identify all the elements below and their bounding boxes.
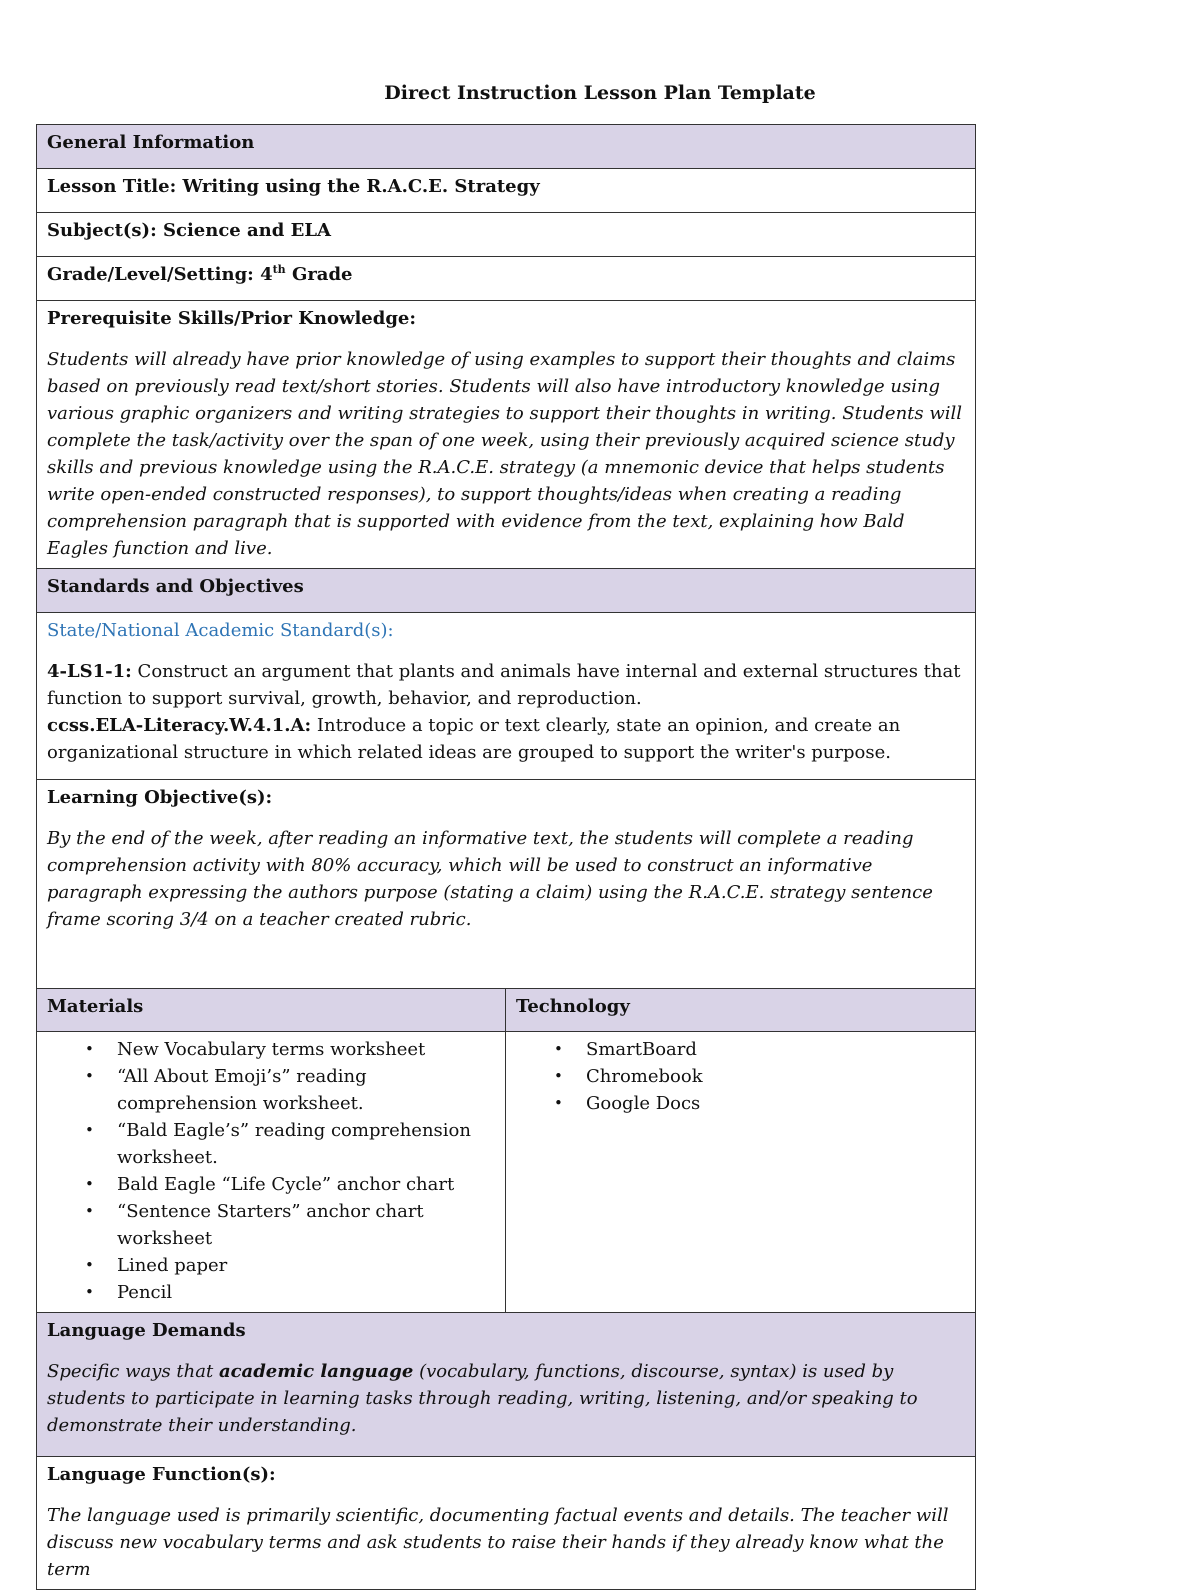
list-item: • Pencil bbox=[117, 1279, 495, 1306]
technology-list bbox=[516, 1036, 965, 1117]
demands-text-pre: Specific ways that bbox=[47, 1361, 219, 1382]
prerequisite-label: Prerequisite Skills/Prior Knowledge: bbox=[47, 308, 417, 329]
technology-list-cell bbox=[506, 1032, 976, 1313]
list-item: • “Bald Eagle’s” reading comprehension worksheet. bbox=[117, 1117, 495, 1171]
academic-language-term: academic language bbox=[218, 1361, 414, 1382]
list-item: • “All About Emoji’s” reading comprehension worksheet. bbox=[117, 1063, 495, 1117]
prerequisite-section bbox=[37, 301, 976, 569]
learning-objective-label: Learning Objective(s): bbox=[47, 787, 273, 808]
prerequisite-text: Students will already have prior knowledge of using examples to support their thoughts and claims based on previously read text/short stories. Students will also have introductory knowledge using various graphic organizers and writing strategies to support their thoughts in writing. Students will complete the task/activity over the span of one week, using their previously acquired science study skills and previous knowledge using the R.A.C.E. strategy (a mnemonic device that helps students write open-ended constructed responses), to support thoughts/ideas when creating a reading comprehension paragraph that is supported with evidence from the text, explaining how Bald Eagles function and live. bbox=[47, 349, 963, 559]
standard-1-text: Construct an argument that plants and animals have internal and external structures that function to support survival, growth, behavior, and reproduction. bbox=[47, 661, 961, 709]
grade-superscript: th bbox=[272, 263, 286, 276]
general-information-header: General Information bbox=[37, 125, 976, 169]
list-item: • Chromebook bbox=[586, 1063, 965, 1090]
materials-header: Materials bbox=[37, 989, 506, 1032]
language-function-section bbox=[37, 1457, 976, 1590]
lesson-title: Lesson Title: Writing using the R.A.C.E. Strategy bbox=[37, 169, 976, 213]
language-demands-text bbox=[47, 1358, 965, 1439]
language-demands-header: Language Demands bbox=[47, 1320, 246, 1341]
list-item: • “Sentence Starters” anchor chart worksheet bbox=[117, 1198, 495, 1252]
technology-header: Technology bbox=[506, 989, 976, 1032]
list-item: • Bald Eagle “Life Cycle” anchor chart bbox=[117, 1171, 495, 1198]
language-demands-section bbox=[37, 1313, 976, 1457]
standard-2 bbox=[47, 712, 965, 766]
list-item: • SmartBoard bbox=[586, 1036, 965, 1063]
materials-list-cell bbox=[37, 1032, 506, 1313]
standards-objectives-header: Standards and Objectives bbox=[37, 569, 976, 613]
standard-2-code: ccss.ELA-Literacy.W.4.1.A: bbox=[47, 715, 312, 736]
language-function-label: Language Function(s): bbox=[47, 1464, 276, 1485]
standard-2-text: Introduce a topic or text clearly, state an opinion, and create an organizational structure in which related ideas are grouped to support the writer's purpose. bbox=[47, 715, 901, 763]
standard-1 bbox=[47, 658, 965, 712]
lesson-plan-table bbox=[36, 124, 976, 1590]
materials-list bbox=[47, 1036, 495, 1306]
learning-objective-section bbox=[37, 780, 976, 989]
standard-1-code: 4-LS1-1: bbox=[47, 661, 132, 682]
demands-text-post: (vocabulary, functions, discourse, syntax) is used by students to participate in learning tasks through reading, writing, listening, and/or speaking to demonstrate their understanding. bbox=[47, 1361, 918, 1436]
standards-section bbox=[37, 613, 976, 780]
list-item: • New Vocabulary terms worksheet bbox=[117, 1036, 495, 1063]
learning-objective-text: By the end of the week, after reading an informative text, the students will complete a reading comprehension activity with 80% accuracy, which will be used to construct an informative paragraph expressing the authors purpose (stating a claim) using the R.A.C.E. strategy sentence frame scoring 3/4 on a teacher created rubric. bbox=[47, 828, 933, 930]
list-item: • Google Docs bbox=[586, 1090, 965, 1117]
grade-level-setting bbox=[37, 257, 976, 301]
page-title: Direct Instruction Lesson Plan Template bbox=[384, 82, 816, 104]
list-item: • Lined paper bbox=[117, 1252, 495, 1279]
grade-prefix: Grade/Level/Setting: 4 bbox=[47, 264, 273, 285]
subjects: Subject(s): Science and ELA bbox=[37, 213, 976, 257]
language-function-text: The language used is primarily scientific, documenting factual events and details. The teacher will discuss new vocabulary terms and ask students to raise their hands if they already know what the term bbox=[47, 1505, 949, 1580]
grade-suffix: Grade bbox=[285, 264, 353, 285]
state-standards-label: State/National Academic Standard(s): bbox=[47, 620, 394, 641]
